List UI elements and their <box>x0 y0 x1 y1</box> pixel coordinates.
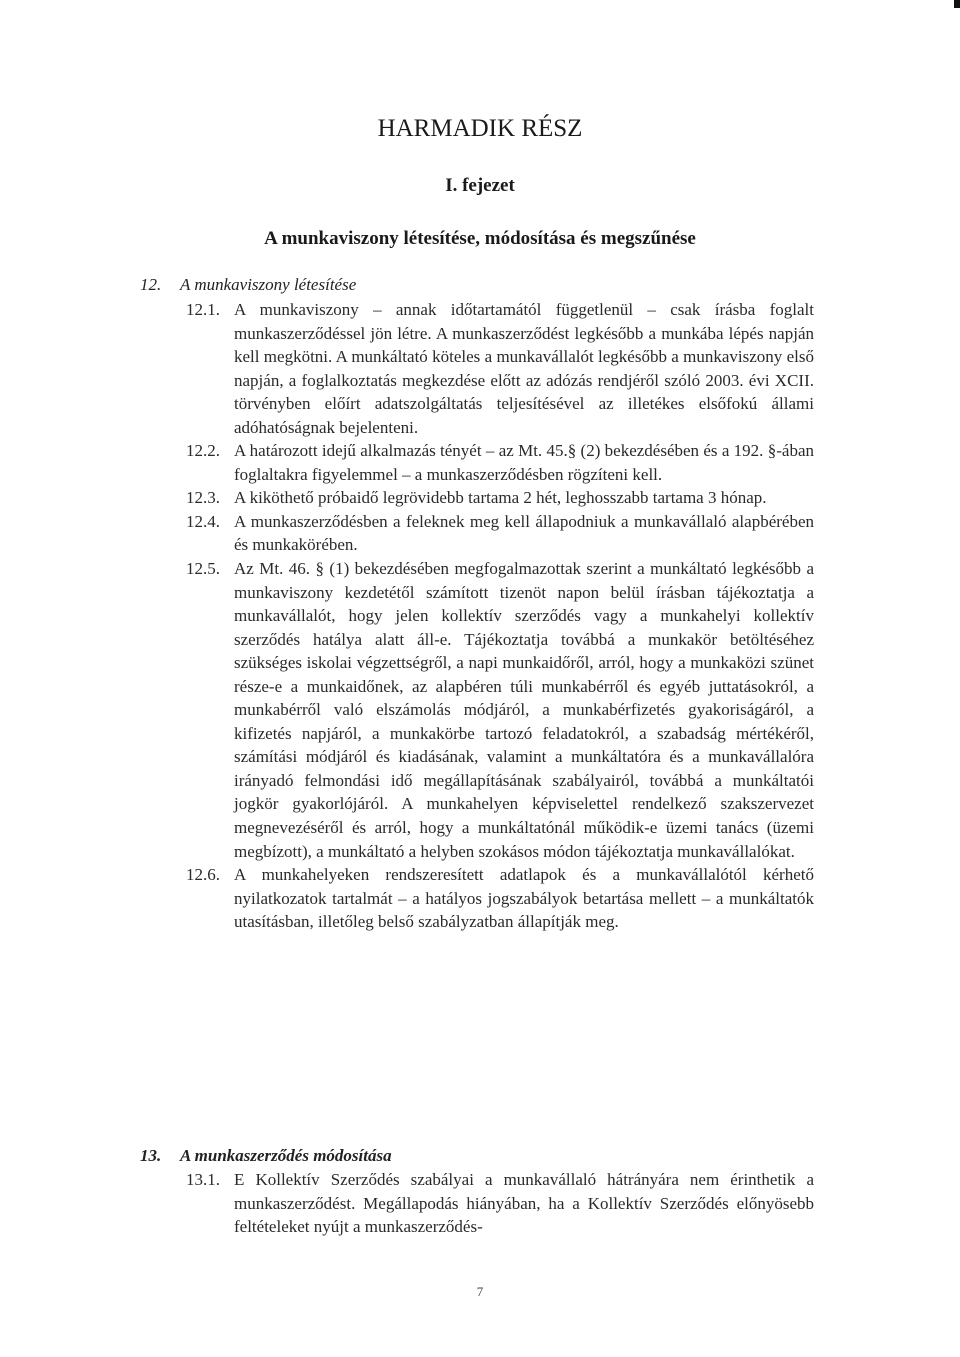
item-number: 12.5. <box>186 559 220 579</box>
item-number: 12.4. <box>186 511 220 531</box>
item-number: 12.6. <box>186 865 220 885</box>
section-12-number: 12. <box>140 275 162 294</box>
item-text: A munkahelyeken rendszeresített adatlapok és a munkavállalótól kérhető nyilatkozatok tartalmát – a hatályos jogszabályok betartása mellett – a munkáltatók utasításban, illetőleg belső szabályzatban állapítják meg. <box>234 865 814 932</box>
section-13-items <box>186 1168 814 1239</box>
item-number: 12.3. <box>186 488 220 508</box>
list-item <box>186 557 814 863</box>
scan-corner-mark <box>954 0 960 8</box>
item-text: A kiköthető próbaidő legrövidebb tartama 2 hét, leghosszabb tartama 3 hónap. <box>234 488 767 508</box>
section-13-title: A munkaszerződés módosítása <box>180 1146 392 1165</box>
item-text: A határozott idejű alkalmazás tényét – az Mt. 45.§ (2) bekezdésében és a 192. §-ában foglaltakra figyelemmel – a munkaszerződésben rögzíteni kell. <box>234 441 814 484</box>
page-number: 7 <box>476 1284 484 1299</box>
section-12-items <box>186 298 814 934</box>
chapter-subtitle: A munkaviszony létesítése, módosítása és megszűnése <box>264 228 696 249</box>
item-number: 12.2. <box>186 441 220 461</box>
section-13-number: 13. <box>140 1146 162 1165</box>
item-text: Az Mt. 46. § (1) bekezdésében megfogalmazottak szerint a munkáltató legkésőbb a munkaviszony kezdetétől számított tizenöt napon belül írásban tájékoztatja a munkavállalót, hogy jelen kollektív szerződés vagy a munkahelyi kollektív szerződés hatálya alatt áll-e. Tájékoztatja továbbá a munkakör betöltéséhez szükséges iskolai végzettségről, a napi munkaidőről, arról, hogy a munkaközi szünet része-e a munkaidőnek, az alapbéren túli munkabérről és egyéb juttatásokról, a munkabérről való elszámolás módjáról, a munkabérfizetés gyakoriságáról, a kifizetés napjáról, a munkakörbe tartozó feladatokról, a szabadság mértékéről, számítási módjáról és kiadásának, valamint a munkáltatóra és a munkavállalóra irányadó felmondási idő megállapításának szabályairól, továbbá a munkáltatói jogkör gyakorlójáról. A munkahelyen képviselettel rendelkező szakszervezet megnevezéséről és arról, hogy a munkáltatónál működik-e üzemi tanács (üzemi megbízott), a munkáltató a helyben szokásos módon tájékoztatja munkavállalókat. <box>234 559 814 861</box>
section-13-heading <box>140 1144 392 1167</box>
list-item <box>186 486 814 510</box>
item-text: E Kollektív Szerződés szabályai a munkavállaló hátrányára nem érinthetik a munkaszerződést. Megállapodás hiányában, ha a Kollektív Szerződés előnyösebb feltételeket nyújt a munkaszerződés- <box>234 1170 814 1237</box>
list-item <box>186 298 814 439</box>
chapter-title: I. fejezet <box>445 175 515 196</box>
section-12-title: A munkaviszony létesítése <box>180 275 357 294</box>
item-text: A munkaszerződésben a feleknek meg kell állapodniuk a munkavállaló alapbérében és munkakörében. <box>234 511 814 555</box>
list-item <box>186 863 814 934</box>
item-number: 12.1. <box>186 300 220 319</box>
item-text: A munkaviszony – annak időtartamától függetlenül – csak írásba foglalt munkaszerződéssel jön létre. A munkaszerződést legkésőbb a munkába lépés napján kell megkötni. A munkáltató köteles a munkavállalót legkésőbb a munkaviszony első napján, a foglalkoztatás megkezdése előtt az adózás rendjéről szóló 2003. évi XCII. törvényben előírt adatszolgáltatás teljesítésével az illetékes elsőfokú állami adóhatóságnak bejelenteni. <box>234 300 814 437</box>
section-12-heading <box>140 273 356 296</box>
list-item <box>186 439 814 486</box>
list-item <box>186 1168 814 1239</box>
list-item <box>186 510 814 557</box>
item-number: 13.1. <box>186 1170 220 1189</box>
part-title: HARMADIK RÉSZ <box>377 115 583 142</box>
